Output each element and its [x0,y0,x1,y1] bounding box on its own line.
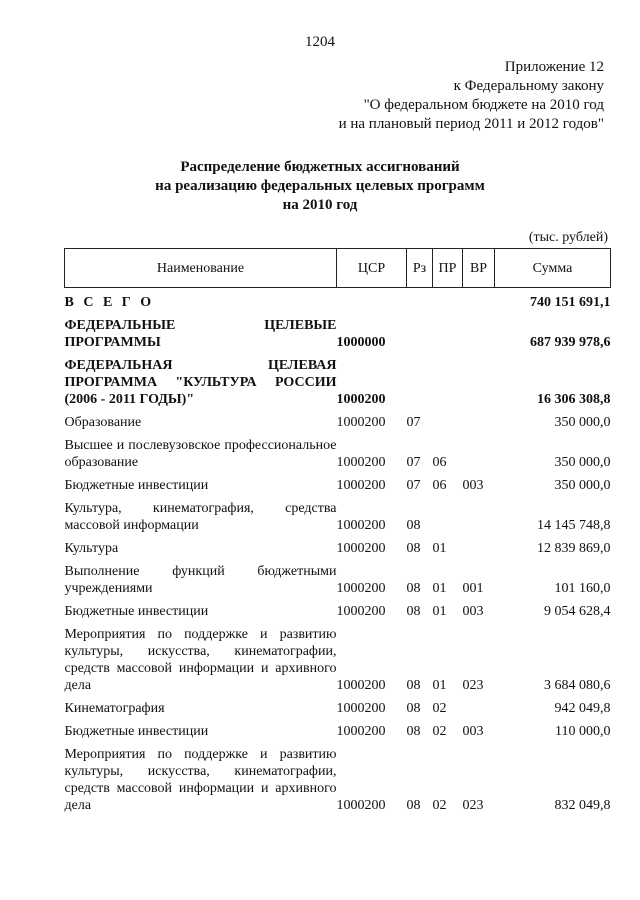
table-row [65,473,611,496]
row-name-cell: Мероприятия по поддержке и развитию культуры, искусства, кинематографии, средств массовой информации и архивного дела [64,747,337,813]
row-pr-cell [433,313,463,353]
row-vr-cell: 003 [462,604,484,619]
header-name: Наименование [65,249,337,288]
row-vr-cell: 023 [462,798,484,813]
header-rz: Рз [407,249,433,288]
row-sum-cell: 3 684 080,6 [544,678,611,693]
table-row [65,496,611,536]
row-pr-cell: 02 [432,798,447,813]
row-csr-cell: 1000200 [336,798,386,813]
table-row [65,719,611,742]
table-row [65,410,611,433]
row-name-cell: Бюджетные инвестиции [64,604,209,619]
row-csr-cell: 1000000 [336,335,386,350]
row-pr-cell: 01 [432,678,447,693]
row-sum-cell: 832 049,8 [554,798,611,813]
row-rz-cell [407,313,433,353]
table-row [65,313,611,353]
row-csr-cell: 1000200 [336,678,386,693]
row-name-cell: Культура [64,541,119,556]
row-name-cell: Мероприятия по поддержке и развитию культуры, искусства, кинематографии, средств массовой информации и архивного дела [64,627,337,693]
row-csr-cell: 1000200 [336,478,386,493]
row-rz-cell: 08 [406,604,421,619]
header-csr: ЦСР [337,249,407,288]
row-sum-cell: 16 306 308,8 [537,392,611,407]
row-rz-cell: 08 [406,798,421,813]
row-pr-cell [433,410,463,433]
row-pr-cell: 02 [432,724,447,739]
appendix-line: к Федеральному закону [453,78,604,94]
row-name-cell: Бюджетные инвестиции [64,724,209,739]
appendix-heading [284,58,604,134]
row-csr-cell: 1000200 [336,455,386,470]
row-rz-cell: 08 [406,541,421,556]
page-number: 1204 [305,34,335,50]
row-rz-cell: 08 [406,678,421,693]
row-name-cell: Выполнение функций бюджетными учреждениями [64,564,337,596]
row-sum-cell: 350 000,0 [554,478,611,493]
title-line: на 2010 год [282,197,358,213]
row-csr-cell: 1000200 [336,415,386,430]
row-sum-cell: 14 145 748,8 [537,518,611,533]
row-rz-cell: 08 [406,518,421,533]
appendix-line: "О федеральном бюджете на 2010 год [363,97,604,113]
row-csr-cell: 1000200 [336,701,386,716]
row-sum-cell: 350 000,0 [554,455,611,470]
row-csr-cell: 1000200 [336,518,386,533]
document-title [0,158,640,215]
row-pr-cell [433,496,463,536]
appendix-line: Приложение 12 [504,59,604,75]
row-pr-cell: 06 [432,478,447,493]
header-sum: Сумма [495,249,611,288]
row-vr-cell [463,433,495,473]
row-name-cell: Образование [64,415,142,430]
row-csr-cell: 1000200 [336,604,386,619]
title-line: Распределение бюджетных ассигнований [180,159,460,175]
row-sum-cell: 12 839 869,0 [537,541,611,556]
row-rz-cell: 08 [406,701,421,716]
table-body [65,288,611,817]
table-row [65,599,611,622]
header-pr: ПР [433,249,463,288]
row-csr-cell: 1000200 [336,392,386,407]
row-vr-cell [463,696,495,719]
row-vr-cell: 001 [462,581,484,596]
row-csr-cell: 1000200 [336,541,386,556]
row-name-cell: ФЕДЕРАЛЬНЫЕ ЦЕЛЕВЫЕ ПРОГРАММЫ [64,318,337,350]
table-row [65,536,611,559]
row-pr-cell: 02 [432,701,447,716]
row-vr-cell [463,536,495,559]
row-pr-cell [433,353,463,410]
row-pr-cell: 01 [432,541,447,556]
row-rz-cell: 07 [406,478,421,493]
row-vr-cell [463,410,495,433]
row-vr-cell [463,353,495,410]
row-sum-cell: 350 000,0 [554,415,611,430]
row-csr-cell: 1000200 [336,724,386,739]
row-csr-cell: 1000200 [336,581,386,596]
table-row [65,559,611,599]
header-vr: ВР [463,249,495,288]
row-sum-cell: 740 151 691,1 [530,295,611,310]
title-line: на реализацию федеральных целевых программ [155,178,485,194]
row-sum-cell: 942 049,8 [554,701,611,716]
row-vr-cell [463,496,495,536]
row-rz-cell: 07 [406,415,421,430]
row-name-cell: Высшее и послевузовское профессиональное образование [64,438,337,470]
row-rz-cell: 08 [406,581,421,596]
row-name-cell: Бюджетные инвестиции [64,478,209,493]
row-rz-cell: 08 [406,724,421,739]
units-label: (тыс. рублей) [528,230,608,245]
row-vr-cell: 003 [462,478,484,493]
row-sum-cell: 687 939 978,6 [530,335,611,350]
row-sum-cell: 110 000,0 [555,724,611,739]
row-pr-cell: 06 [432,455,447,470]
row-pr-cell [433,288,463,314]
table-row [65,353,611,410]
row-csr-cell [337,288,407,314]
table-row [65,742,611,816]
budget-table [64,248,611,816]
row-vr-cell: 003 [462,724,484,739]
row-name-cell: В С Е Г О [64,295,155,310]
table-row [65,696,611,719]
table-header-row [65,249,611,288]
appendix-line: и на плановый период 2011 и 2012 годов" [338,116,604,132]
row-rz-cell [407,353,433,410]
row-pr-cell: 01 [432,581,447,596]
row-rz-cell [407,288,433,314]
row-rz-cell: 07 [406,455,421,470]
row-name-cell: Кинематография [64,701,165,716]
table-row [65,288,611,314]
row-sum-cell: 9 054 628,4 [544,604,611,619]
row-name-cell: ФЕДЕРАЛЬНАЯ ЦЕЛЕВАЯ ПРОГРАММА "КУЛЬТУРА РОССИИ (2006 - 2011 ГОДЫ)" [64,358,337,407]
row-name-cell: Культура, кинематография, средства массовой информации [64,501,337,533]
row-vr-cell [463,288,495,314]
table-row [65,433,611,473]
row-vr-cell [463,313,495,353]
row-pr-cell: 01 [432,604,447,619]
table-row [65,622,611,696]
row-sum-cell: 101 160,0 [554,581,611,596]
row-vr-cell: 023 [462,678,484,693]
